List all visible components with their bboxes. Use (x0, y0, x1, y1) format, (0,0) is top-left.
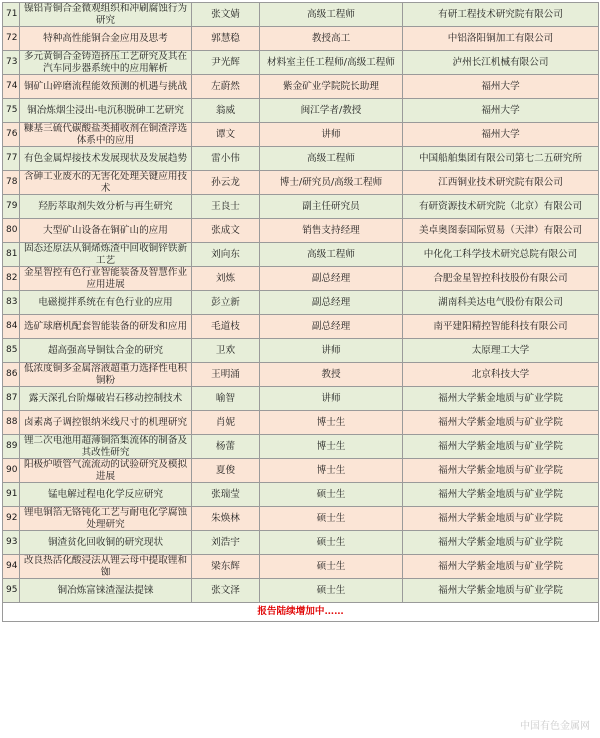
footer-note: 报告陆续增加中…… (3, 603, 599, 622)
table-row (3, 555, 599, 579)
speaker-organization: 福州大学紫金地质与矿业学院 (403, 387, 599, 411)
table-row (3, 51, 599, 75)
speaker-name: 左蔚然 (192, 75, 260, 99)
report-topic: 大型矿山设备在铜矿山的应用 (20, 219, 192, 243)
row-number: 74 (3, 75, 20, 99)
speaker-organization: 中国船舶集团有限公司第七二五研究所 (403, 147, 599, 171)
table-row (3, 267, 599, 291)
table-row (3, 3, 599, 27)
speaker-organization: 有研工程技术研究院有限公司 (403, 3, 599, 27)
report-topic: 锂电铜箔无铬钝化工艺与耐电化学腐蚀处理研究 (20, 507, 192, 531)
speaker-name: 张文婧 (192, 3, 260, 27)
report-topic: 多元黄铜合金铸造挤压工艺研究及其在汽车同步器系统中的应用解析 (20, 51, 192, 75)
speaker-organization: 福州大学 (403, 123, 599, 147)
table-row (3, 171, 599, 195)
speaker-name: 刘浩宇 (192, 531, 260, 555)
speaker-title: 销售支持经理 (260, 219, 403, 243)
table-row (3, 435, 599, 459)
speaker-name: 谭文 (192, 123, 260, 147)
report-topic: 固态还原法从铜烯炼渣中回收铜锌铁新工艺 (20, 243, 192, 267)
report-topic: 露天深孔台阶爆破岩石移动控制技术 (20, 387, 192, 411)
speaker-name: 王明涌 (192, 363, 260, 387)
speaker-title: 硕士生 (260, 555, 403, 579)
speaker-title: 硕士生 (260, 579, 403, 603)
report-topic: 铜冶炼烟尘浸出-电沉积脱砷工艺研究 (20, 99, 192, 123)
row-number: 81 (3, 243, 20, 267)
row-number: 79 (3, 195, 20, 219)
report-topic: 含砷工业废水的无害化处理关键应用技术 (20, 171, 192, 195)
speaker-organization: 湖南科美达电气股份有限公司 (403, 291, 599, 315)
report-topic: 电磁搅拌系统在有色行业的应用 (20, 291, 192, 315)
report-topic: 铜矿山碎磨流程能效预测的机遇与挑战 (20, 75, 192, 99)
row-number: 83 (3, 291, 20, 315)
speaker-name: 肖妮 (192, 411, 260, 435)
speaker-title: 讲师 (260, 339, 403, 363)
speaker-name: 刘炼 (192, 267, 260, 291)
speaker-name: 孙云龙 (192, 171, 260, 195)
table-row (3, 315, 599, 339)
speaker-title: 硕士生 (260, 507, 403, 531)
table-row (3, 195, 599, 219)
speaker-name: 卫欢 (192, 339, 260, 363)
table-row (3, 75, 599, 99)
row-number: 95 (3, 579, 20, 603)
speaker-name: 喻智 (192, 387, 260, 411)
report-topic: 金星智控有色行业智能装备及智慧作业应用进展 (20, 267, 192, 291)
table-row (3, 363, 599, 387)
speaker-organization: 福州大学紫金地质与矿业学院 (403, 579, 599, 603)
table-row (3, 579, 599, 603)
table-row (3, 483, 599, 507)
table-row (3, 339, 599, 363)
row-number: 94 (3, 555, 20, 579)
row-number: 73 (3, 51, 20, 75)
table-row (3, 99, 599, 123)
speaker-title: 讲师 (260, 123, 403, 147)
table-row (3, 507, 599, 531)
speaker-organization: 福州大学 (403, 75, 599, 99)
speaker-name: 张瑞莹 (192, 483, 260, 507)
speaker-title: 紫金矿业学院院长助理 (260, 75, 403, 99)
report-topic: 阳极炉喷管气流流动的试验研究及模拟进展 (20, 459, 192, 483)
speaker-title: 副总经理 (260, 315, 403, 339)
speaker-title: 博士生 (260, 411, 403, 435)
row-number: 86 (3, 363, 20, 387)
report-topic: 锂二次电池用超薄铜箔集流体的制备及其改性研究 (20, 435, 192, 459)
speaker-title: 高级工程师 (260, 3, 403, 27)
report-topic: 卤素离子调控银纳米线尺寸的机理研究 (20, 411, 192, 435)
table-row (3, 531, 599, 555)
report-topic: 超高强高导铜钛合金的研究 (20, 339, 192, 363)
report-topic: 改良热活化酸浸法从锂云母中提取锂和铷 (20, 555, 192, 579)
table-row (3, 123, 599, 147)
table-row (3, 147, 599, 171)
speaker-name: 张成文 (192, 219, 260, 243)
report-topic: 铜渣贫化回收铜的研究现状 (20, 531, 192, 555)
report-topic: 特种高性能铜合金应用及思考 (20, 27, 192, 51)
speaker-organization: 福州大学紫金地质与矿业学院 (403, 411, 599, 435)
table-row (3, 291, 599, 315)
row-number: 88 (3, 411, 20, 435)
speaker-title: 副主任研究员 (260, 195, 403, 219)
speaker-organization: 福州大学紫金地质与矿业学院 (403, 531, 599, 555)
table-row (3, 411, 599, 435)
report-topic: 糠基三硫代碳酸盐类捕收剂在铜渣浮选体系中的应用 (20, 123, 192, 147)
row-number: 90 (3, 459, 20, 483)
report-topic: 低浓度铜多金属溶液超重力选择性电积铜粉 (20, 363, 192, 387)
speaker-organization: 南平建阳精控智能科技有限公司 (403, 315, 599, 339)
table-row (3, 459, 599, 483)
speaker-organization: 中铝洛阳铜加工有限公司 (403, 27, 599, 51)
row-number: 93 (3, 531, 20, 555)
footer-row (3, 603, 599, 622)
speaker-title: 教授 (260, 363, 403, 387)
speaker-title: 高级工程师 (260, 147, 403, 171)
row-number: 84 (3, 315, 20, 339)
speaker-organization: 福州大学紫金地质与矿业学院 (403, 459, 599, 483)
speaker-name: 张文泽 (192, 579, 260, 603)
speaker-title: 教授高工 (260, 27, 403, 51)
table-row (3, 219, 599, 243)
report-topic: 有色金属焊接技术发展现状及发展趋势 (20, 147, 192, 171)
row-number: 77 (3, 147, 20, 171)
speaker-name: 杨蕾 (192, 435, 260, 459)
report-topic: 羟肟萃取剂失效分析与再生研究 (20, 195, 192, 219)
row-number: 85 (3, 339, 20, 363)
watermark-text: 中国有色金属网 (520, 721, 590, 732)
speaker-organization: 中化化工科学技术研究总院有限公司 (403, 243, 599, 267)
speaker-organization: 泸州长江机械有限公司 (403, 51, 599, 75)
row-number: 72 (3, 27, 20, 51)
speaker-name: 王良士 (192, 195, 260, 219)
speaker-title: 硕士生 (260, 483, 403, 507)
row-number: 89 (3, 435, 20, 459)
speaker-title: 博士生 (260, 435, 403, 459)
report-topic: 镍铝青铜合金微观组织和冲刷腐蚀行为研究 (20, 3, 192, 27)
row-number: 82 (3, 267, 20, 291)
report-topic: 铜冶炼富铼渣湿法提铼 (20, 579, 192, 603)
speaker-name: 梁东辉 (192, 555, 260, 579)
speaker-title: 讲师 (260, 387, 403, 411)
speaker-organization: 有研资源技术研究院（北京）有限公司 (403, 195, 599, 219)
speaker-name: 毛道枝 (192, 315, 260, 339)
row-number: 71 (3, 3, 20, 27)
speaker-organization: 合肥金星智控科技股份有限公司 (403, 267, 599, 291)
speaker-name: 翁威 (192, 99, 260, 123)
speaker-title: 硕士生 (260, 531, 403, 555)
speaker-title: 副总经理 (260, 267, 403, 291)
speaker-organization: 福州大学紫金地质与矿业学院 (403, 555, 599, 579)
speaker-name: 尹光辉 (192, 51, 260, 75)
speaker-title: 博士生 (260, 459, 403, 483)
speaker-organization: 太原理工大学 (403, 339, 599, 363)
report-table (2, 2, 599, 622)
row-number: 80 (3, 219, 20, 243)
row-number: 87 (3, 387, 20, 411)
speaker-name: 刘向东 (192, 243, 260, 267)
speaker-title: 副总经理 (260, 291, 403, 315)
table-row (3, 27, 599, 51)
row-number: 92 (3, 507, 20, 531)
speaker-organization: 福州大学紫金地质与矿业学院 (403, 435, 599, 459)
speaker-organization: 福州大学紫金地质与矿业学院 (403, 507, 599, 531)
report-table-body (3, 3, 599, 622)
report-topic: 选矿球磨机配套智能装备的研发和应用 (20, 315, 192, 339)
row-number: 76 (3, 123, 20, 147)
speaker-name: 夏俊 (192, 459, 260, 483)
speaker-title: 高级工程师 (260, 243, 403, 267)
speaker-organization: 福州大学 (403, 99, 599, 123)
speaker-name: 朱焕林 (192, 507, 260, 531)
report-topic: 锰电解过程电化学反应研究 (20, 483, 192, 507)
speaker-name: 彭立新 (192, 291, 260, 315)
speaker-title: 博士/研究员/高级工程师 (260, 171, 403, 195)
table-row (3, 243, 599, 267)
speaker-title: 闽江学者/教授 (260, 99, 403, 123)
speaker-name: 雷小伟 (192, 147, 260, 171)
speaker-title: 材料室主任工程师/高级工程师 (260, 51, 403, 75)
speaker-organization: 福州大学紫金地质与矿业学院 (403, 483, 599, 507)
table-row (3, 387, 599, 411)
speaker-name: 郭慧稳 (192, 27, 260, 51)
row-number: 78 (3, 171, 20, 195)
speaker-organization: 北京科技大学 (403, 363, 599, 387)
row-number: 91 (3, 483, 20, 507)
speaker-organization: 美卓奥图泰国际贸易（天津）有限公司 (403, 219, 599, 243)
speaker-organization: 江西铜业技术研究院有限公司 (403, 171, 599, 195)
row-number: 75 (3, 99, 20, 123)
